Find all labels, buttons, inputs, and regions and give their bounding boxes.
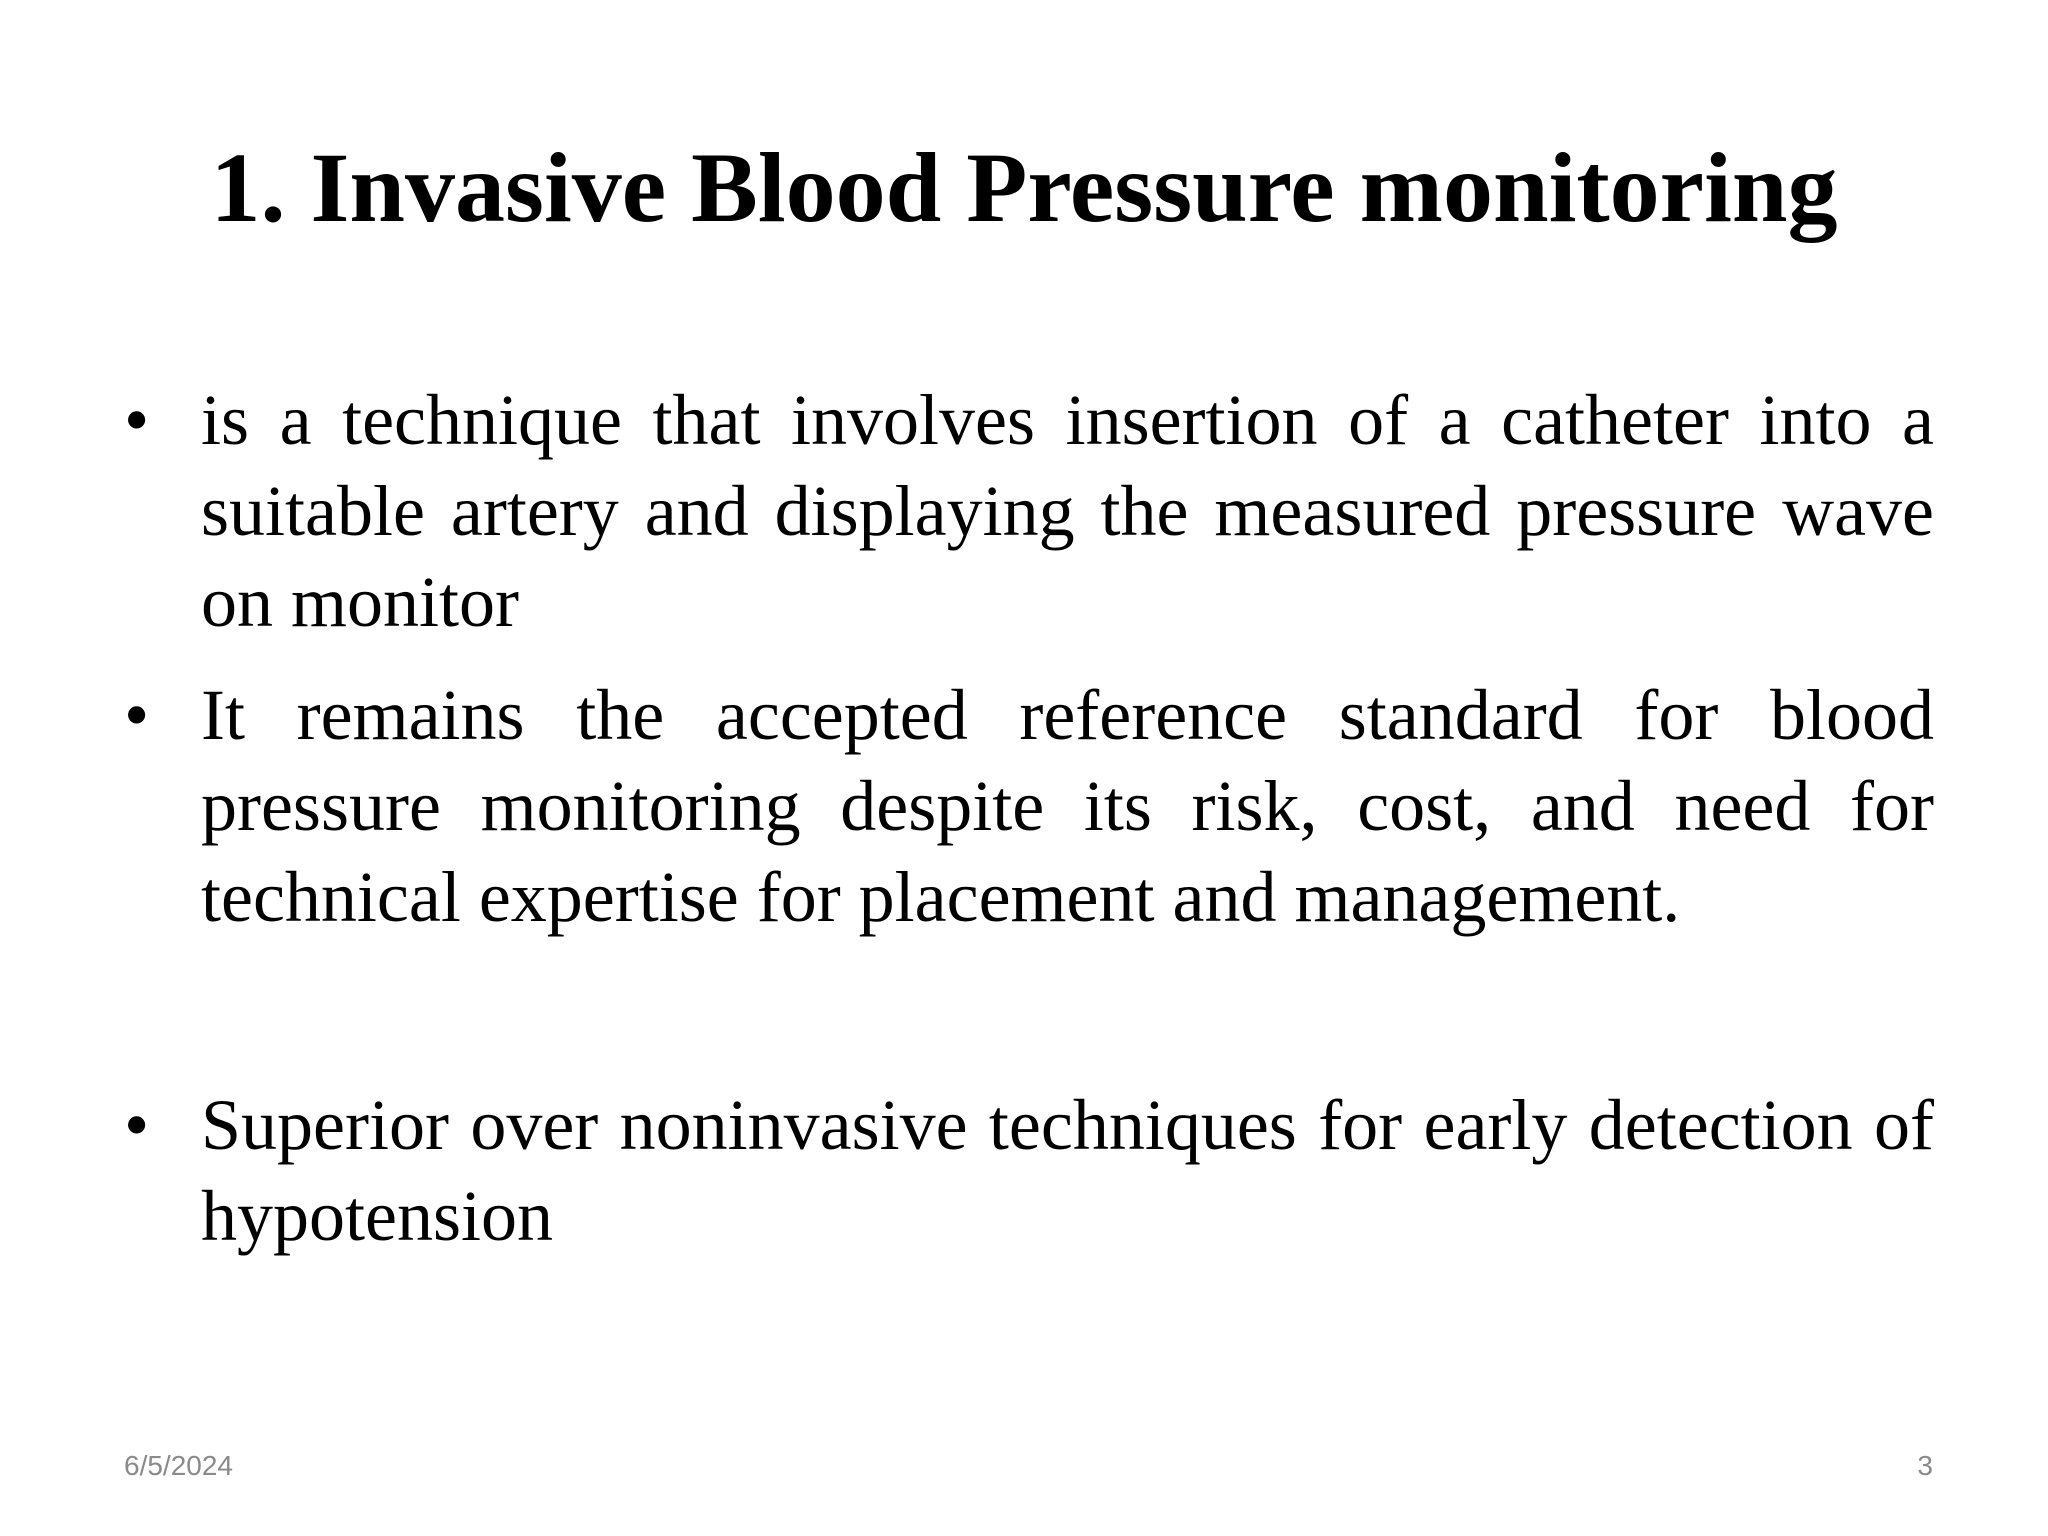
bullet-marker: • [124,1085,150,1165]
bullet-marker: • [124,675,150,755]
bullet-text: Superior over noninvasive techniques for early detection of hypotension [201,1085,1934,1256]
footer-date: 6/5/2024 [124,1450,233,1481]
bullet-marker: • [124,380,150,460]
slide-title: 1. Invasive Blood Pressure monitoring [210,132,1838,243]
page-number: 3 [1917,1450,1933,1481]
bullet-text: is a technique that involves insertion of a catheter into a suitable artery and displaying the measured pressure wave on monitor [201,380,1934,642]
bullet-text: It remains the accepted reference standard for blood pressure monitoring despite its risk, cost, and need for technical expertise for placement and management. [201,675,1934,937]
